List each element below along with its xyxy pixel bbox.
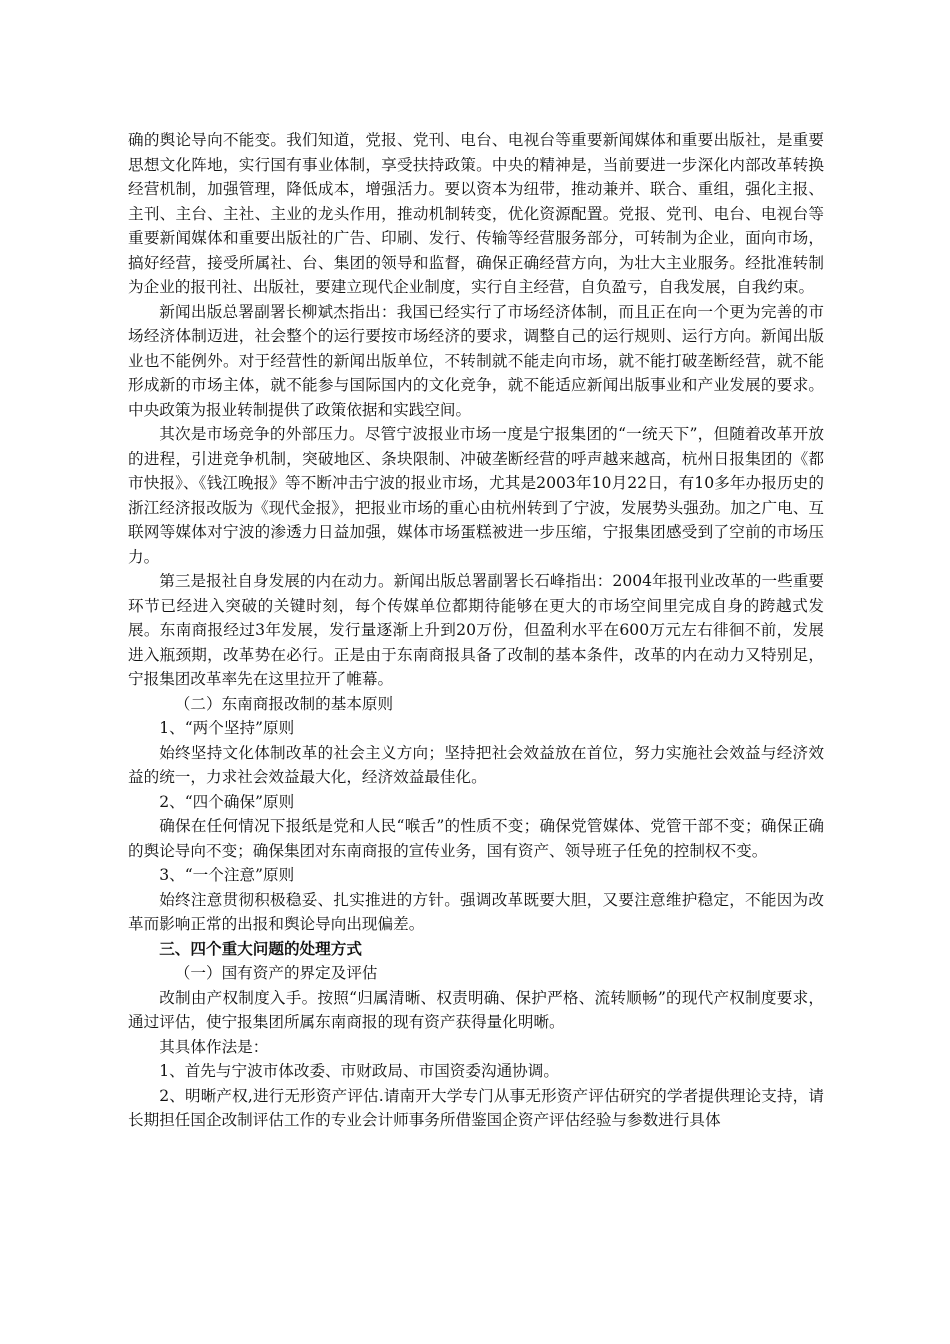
principle-heading-one-attention: 3、“一个注意”原则 bbox=[159, 866, 295, 884]
paragraph-one-attention: 始终注意贯彻积极稳妥、扎实推进的方针。强调改革既要大胆，又要注意维护稳定，不能因为改革而影响正常的出报和舆论导向出现偏差。 bbox=[128, 890, 824, 933]
paragraph-media-reform-continued: 确的舆论导向不能变。我们知道，党报、党刊、电台、电视台等重要新闻媒体和重要出版社，是重要思想文化阵地，实行国有事业体制，享受扶持政策。中央的精神是，当前要进一步深化内部改革转换经营机制，加强管理，降低成本，增强活力。要以资本为纽带，推动兼并、联合、重组，强化主报、主刊、主台、主社、主业的龙头作用，推动机制转变，优化资源配置。党报、党刊、电台、电视台等重要新闻媒体和重要出版社的广告、印刷、发行、传输等经营服务部分，可转制为企业，面向市场，搞好经营，接受所属社、台、集团的领导和监督，确保正确经营方向，为壮大主业服务。经批准转制为企业的报刊社、出版社，要建立现代企业制度，实行自主经营，自负盈亏，自我发展，自我约束。 bbox=[128, 131, 824, 296]
principle-heading-four-guarantees: 2、“四个确保”原则 bbox=[159, 792, 295, 811]
paragraph-market-competition-pressure: 其次是市场竞争的外部压力。尽管宁波报业市场一度是宁报集团的“一统天下”，但随着改革开放的进程，引进竞争机制，突破地区、条块限制、冲破垄断经营的呼声越来越高，杭州日报集团的《都市快报》、《钱江晚报》等不断冲击宁波的报业市场，尤其是2003年10月22日，有10多年办报历史的浙江经济报改版为《现代金报》，把报业市场的重心由杭州转到了宁波，发展势头强劲。加之广电、互联网等媒体对宁波的渗透力日益加强，媒体市场蛋糕被进一步压缩，宁报集团感受到了空前的市场压力。 bbox=[128, 425, 824, 566]
subheading-basic-principles: （二）东南商报改制的基本原则 bbox=[174, 694, 394, 713]
paragraph-specific-methods: 其具体作法是： bbox=[159, 1037, 269, 1056]
paragraph-property-rights: 改制由产权制度入手。按照“归属清晰、权责明确、保护严格、流转顺畅”的现代产权制度要求，通过评估，使宁报集团所属东南商报的现有资产获得量化明晰。 bbox=[128, 988, 824, 1031]
paragraph-liu-binjie-remarks: 新闻出版总署副署长柳斌杰指出：我国已经实行了市场经济体制，而且正在向一个更为完善的市场经济体制迈进，社会整个的运行要按市场经济的要求，调整自己的运行规则、运行方向。新闻出版业也不能例外。对于经营性的新闻出版单位，不转制就不能走向市场，就不能打破垄断经营，就不能形成新的市场主体，就不能参与国际国内的文化竞争，就不能适应新闻出版事业和产业发展的要求。中央政策为报业转制提供了政策依据和实践空间。 bbox=[128, 302, 824, 419]
paragraph-four-guarantees: 确保在任何情况下报纸是党和人民“喉舌”的性质不变；确保党管媒体、党管干部不变；确保正确的舆论导向不变；确保集团对东南商报的宣传业务，国有资产、领导班子任免的控制权不变。 bbox=[128, 817, 824, 860]
document-page bbox=[128, 128, 824, 1133]
section-heading-four-major-issues: 三、四个重大问题的处理方式 bbox=[159, 938, 362, 958]
principle-heading-two-adherences: 1、“两个坚持”原则 bbox=[159, 719, 295, 737]
subheading-state-assets-evaluation: （一）国有资产的界定及评估 bbox=[174, 964, 378, 982]
list-item-intangible-assets: 2、明晰产权,进行无形资产评估.请南开大学专门从事无形资产评估研究的学者提供理论支持，请长期担任国企改制评估工作的专业会计师事务所借鉴国企资产评估经验与参数进行具体 bbox=[128, 1086, 824, 1129]
paragraph-two-adherences: 始终坚持文化体制改革的社会主义方向；坚持把社会效益放在首位，努力实施社会效益与经济效益的统一，力求社会效益最大化，经济效益最佳化。 bbox=[128, 743, 824, 786]
paragraph-internal-motivation: 第三是报社自身发展的内在动力。新闻出版总署副署长石峰指出：2004年报刊业改革的一些重要环节已经进入突破的关键时刻，每个传媒单位都期待能够在更大的市场空间里完成自身的跨越式发展。东南商报经过3年发展，发行量逐渐上升到20万份，但盈利水平在600万元左右徘徊不前，发展进入瓶颈期，改革势在必行。正是由于东南商报具备了改制的基本条件，改革的内在动力又特别足，宁报集团改革率先在这里拉开了帷幕。 bbox=[128, 572, 824, 688]
list-item-coordination: 1、首先与宁波市体改委、市财政局、市国资委沟通协调。 bbox=[159, 1062, 559, 1080]
